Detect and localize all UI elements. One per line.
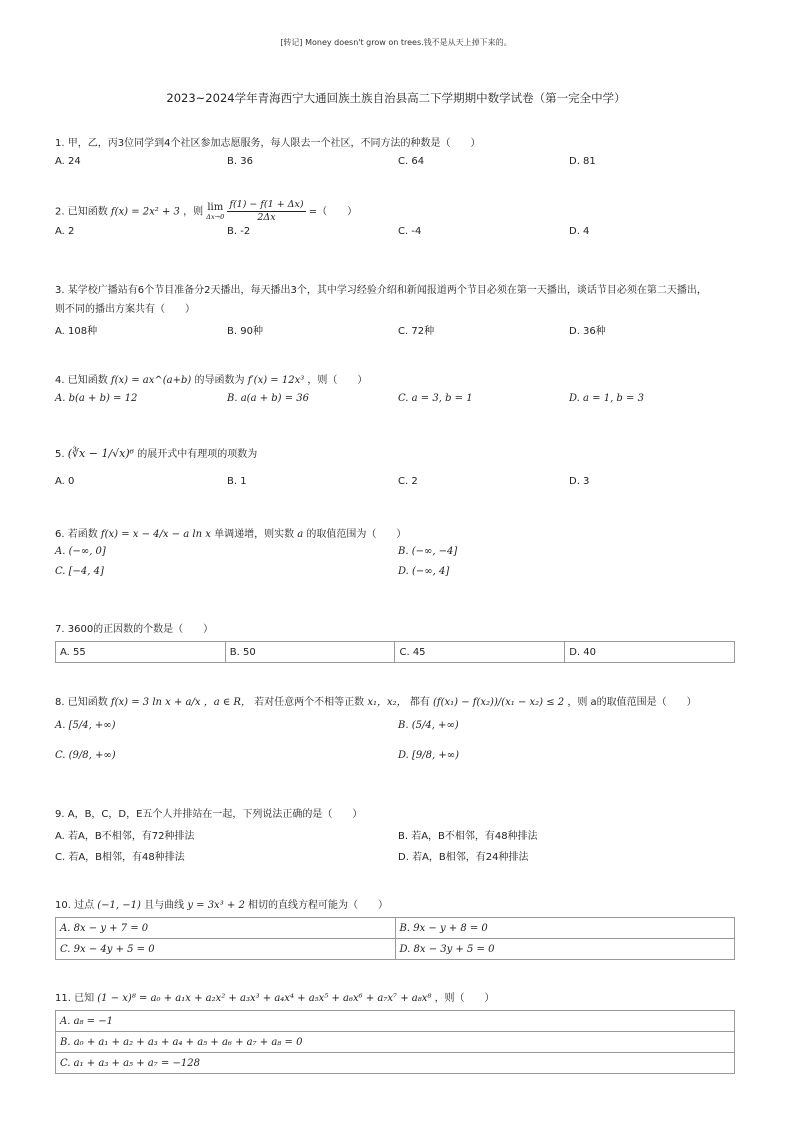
- options-table: [55, 917, 735, 960]
- question-number: 4.: [55, 375, 65, 386]
- fraction-numerator: f(1) − f(1 + Δx): [229, 199, 304, 210]
- question-text: 已知函数: [67, 375, 108, 386]
- option-d[interactable]: D. 40: [565, 642, 735, 663]
- option-c[interactable]: C. a₁ + a₃ + a₅ + a₇ = −128: [56, 1053, 735, 1074]
- exam-title: 2023~2024学年青海西宁大通回族土族自治县高二下学期期中数学试卷（第一完全中学）: [166, 91, 626, 105]
- option-d[interactable]: D. 36种: [569, 326, 606, 337]
- question-number: 11.: [55, 993, 71, 1004]
- question-text: 的取值范围为（ ）: [306, 529, 407, 540]
- question-stem: [55, 695, 735, 710]
- question-text: ，则 a的取值范围是（ ）: [567, 697, 697, 708]
- question-9: [55, 807, 735, 867]
- options-grid: [55, 720, 735, 786]
- math-function: f(x) = 3 ln x + a/x: [110, 697, 201, 708]
- question-text: 已知: [74, 993, 95, 1004]
- option-c[interactable]: C. 若A，B相邻，有48种排法: [55, 852, 185, 863]
- option-d[interactable]: D. a = 1, b = 3: [569, 393, 644, 404]
- question-text: ，则（ ）: [307, 375, 368, 386]
- options-row: [55, 226, 735, 242]
- option-c[interactable]: C. 64: [398, 156, 425, 167]
- question-text: 若对任意两个不相等正数: [254, 697, 365, 708]
- question-text: 甲，乙，丙3位同学到4个社区参加志愿服务，每人限去一个社区，不同方法的种数是（ ）: [67, 138, 481, 149]
- question-number: 5.: [55, 449, 65, 460]
- question-text: 过点: [74, 900, 95, 911]
- option-b[interactable]: B. 36: [227, 156, 253, 167]
- question-2: [55, 199, 735, 242]
- math-expansion: (1 − x)⁸ = a₀ + a₁x + a₂x² + a₃x³ + a₄x⁴ + a₅x⁵ + a₆x⁶ + a₇x⁷ + a₈x⁸: [97, 993, 432, 1004]
- question-number: 9.: [55, 809, 65, 820]
- option-a[interactable]: A. (−∞, 0]: [55, 546, 106, 557]
- math-variable: a: [297, 529, 304, 540]
- option-a[interactable]: A. 0: [55, 476, 75, 487]
- option-d[interactable]: D. [9/8, +∞): [398, 750, 459, 761]
- option-b[interactable]: B. a(a + b) = 36: [227, 393, 310, 404]
- option-b[interactable]: B. 90种: [227, 326, 263, 337]
- question-text: A，B，C，D，E五个人并排站在一起，下列说法正确的是（ ）: [67, 809, 363, 820]
- question-text: 单调递增，则实数: [214, 529, 295, 540]
- math-limit: [206, 202, 224, 221]
- options-row: [55, 393, 735, 409]
- question-number: 3.: [55, 285, 65, 296]
- option-a[interactable]: A. a₈ = −1: [56, 1011, 735, 1032]
- math-curve: y = 3x³ + 2: [187, 900, 245, 911]
- option-b[interactable]: B. 9x − y + 8 = 0: [395, 918, 735, 939]
- question-text: 若函数: [67, 529, 98, 540]
- options-row: [55, 476, 735, 492]
- fraction-denominator: 2Δx: [257, 212, 276, 223]
- question-number: 6.: [55, 529, 65, 540]
- question-number: 10.: [55, 900, 71, 911]
- option-d[interactable]: D. 81: [569, 156, 596, 167]
- question-number: 7.: [55, 624, 65, 635]
- options-grid: [55, 546, 735, 586]
- question-6: [55, 527, 735, 586]
- option-b[interactable]: B. a₀ + a₁ + a₂ + a₃ + a₄ + a₅ + a₆ + a₇ + a₈ = 0: [56, 1032, 735, 1053]
- question-5: [55, 446, 735, 492]
- question-text: 已知函数: [67, 697, 108, 708]
- option-c[interactable]: C. a = 3, b = 1: [398, 393, 473, 404]
- math-fraction: [227, 199, 305, 224]
- question-stem: [55, 807, 735, 822]
- option-c[interactable]: C. 2: [398, 476, 418, 487]
- question-number: 8.: [55, 697, 65, 708]
- options-table: [55, 641, 735, 663]
- question-8: [55, 695, 735, 786]
- option-b[interactable]: B. -2: [227, 226, 251, 237]
- math-condition: ，a ∈ R，: [203, 697, 251, 708]
- question-10: [55, 898, 735, 960]
- options-row: [55, 322, 735, 338]
- math-function: f(x) = 2x² + 3: [110, 206, 180, 218]
- math-inequality: (f(x₁) − f(x₂))/(x₁ − x₂) ≤ 2: [433, 697, 565, 708]
- question-text: 3600的正因数的个数是（ ）: [67, 624, 214, 635]
- option-c[interactable]: C. 9x − 4y + 5 = 0: [56, 939, 396, 960]
- option-d[interactable]: D. 3: [569, 476, 590, 487]
- math-function: f(x) = x − 4/x − a ln x: [100, 529, 211, 540]
- option-b[interactable]: B. 若A，B不相邻，有48种排法: [398, 831, 538, 842]
- question-7: [55, 622, 735, 663]
- question-text: 都有: [409, 697, 430, 708]
- option-d[interactable]: D. 4: [569, 226, 590, 237]
- option-b[interactable]: B. 50: [225, 642, 395, 663]
- math-function: f(x) = ax^(a+b): [110, 375, 192, 386]
- question-stem: [55, 373, 735, 388]
- question-text: 的展开式中有理项的项数为: [137, 449, 258, 460]
- question-text: 且与曲线: [144, 900, 185, 911]
- watermark-text: [转记] Money doesn't grow on trees.钱不是从天上掉下来的。: [280, 38, 512, 47]
- option-a[interactable]: A. [5/4, +∞): [55, 720, 116, 731]
- math-variables: x₁，x₂，: [367, 697, 407, 708]
- question-11: [55, 991, 735, 1074]
- question-stem-line2: 则不同的播出方案共有（ ）: [55, 304, 195, 315]
- question-number: 1.: [55, 138, 65, 149]
- math-expression: (∛x − 1/√x)⁶: [67, 447, 135, 460]
- question-text: 的导函数为: [194, 375, 245, 386]
- option-c[interactable]: C. -4: [398, 226, 422, 237]
- option-d[interactable]: D. 若A，B相邻，有24种排法: [398, 852, 529, 863]
- option-c[interactable]: C. [−4, 4]: [55, 566, 104, 577]
- math-point: (−1, −1): [97, 900, 141, 911]
- question-text: ，则（ ）: [434, 993, 495, 1004]
- option-c[interactable]: C. 45: [395, 642, 565, 663]
- option-d[interactable]: D. (−∞, 4]: [398, 566, 450, 577]
- option-a[interactable]: A. 若A，B不相邻，有72种排法: [55, 831, 195, 842]
- options-row: [55, 156, 735, 172]
- limit-subscript: Δx→0: [206, 213, 225, 221]
- question-stem: [55, 283, 735, 298]
- option-c[interactable]: C. (9/8, +∞): [55, 750, 116, 761]
- limit-word: lim: [207, 202, 224, 213]
- question-text: =（ ）: [308, 206, 358, 218]
- question-stem: [55, 446, 735, 462]
- option-a[interactable]: A. 2: [55, 226, 75, 237]
- question-stem: [55, 991, 735, 1006]
- question-text: 某学校广播站有6个节目准备分2天播出，每天播出3个，其中学习经验介绍和新闻报道两个节目必须在第一天播出，谈话节目必须在第二天播出，: [67, 285, 707, 296]
- question-3: [55, 283, 735, 338]
- math-derivative: f′(x) = 12x³: [247, 375, 305, 386]
- option-b[interactable]: B. 1: [227, 476, 247, 487]
- question-stem: [55, 199, 735, 224]
- option-d[interactable]: D. 8x − 3y + 5 = 0: [395, 939, 735, 960]
- question-text: ，则: [183, 206, 204, 218]
- option-a[interactable]: A. b(a + b) = 12: [55, 393, 138, 404]
- options-table: [55, 1010, 735, 1074]
- question-text: 相切的直线方程可能为（ ）: [248, 900, 388, 911]
- option-c[interactable]: C. 72种: [398, 326, 435, 337]
- option-a[interactable]: A. 24: [55, 156, 81, 167]
- question-stem: [55, 527, 735, 542]
- option-b[interactable]: B. (5/4, +∞): [398, 720, 459, 731]
- question-number: 2.: [55, 206, 65, 218]
- question-4: [55, 373, 735, 409]
- option-a[interactable]: A. 55: [56, 642, 226, 663]
- options-grid: [55, 827, 735, 867]
- option-a[interactable]: A. 108种: [55, 326, 98, 337]
- question-text: 已知函数: [67, 206, 108, 218]
- option-a[interactable]: A. 8x − y + 7 = 0: [56, 918, 396, 939]
- option-b[interactable]: B. (−∞, −4]: [398, 546, 458, 557]
- question-stem: [55, 136, 735, 151]
- question-stem: [55, 622, 735, 637]
- question-stem: [55, 898, 735, 913]
- question-1: [55, 136, 735, 172]
